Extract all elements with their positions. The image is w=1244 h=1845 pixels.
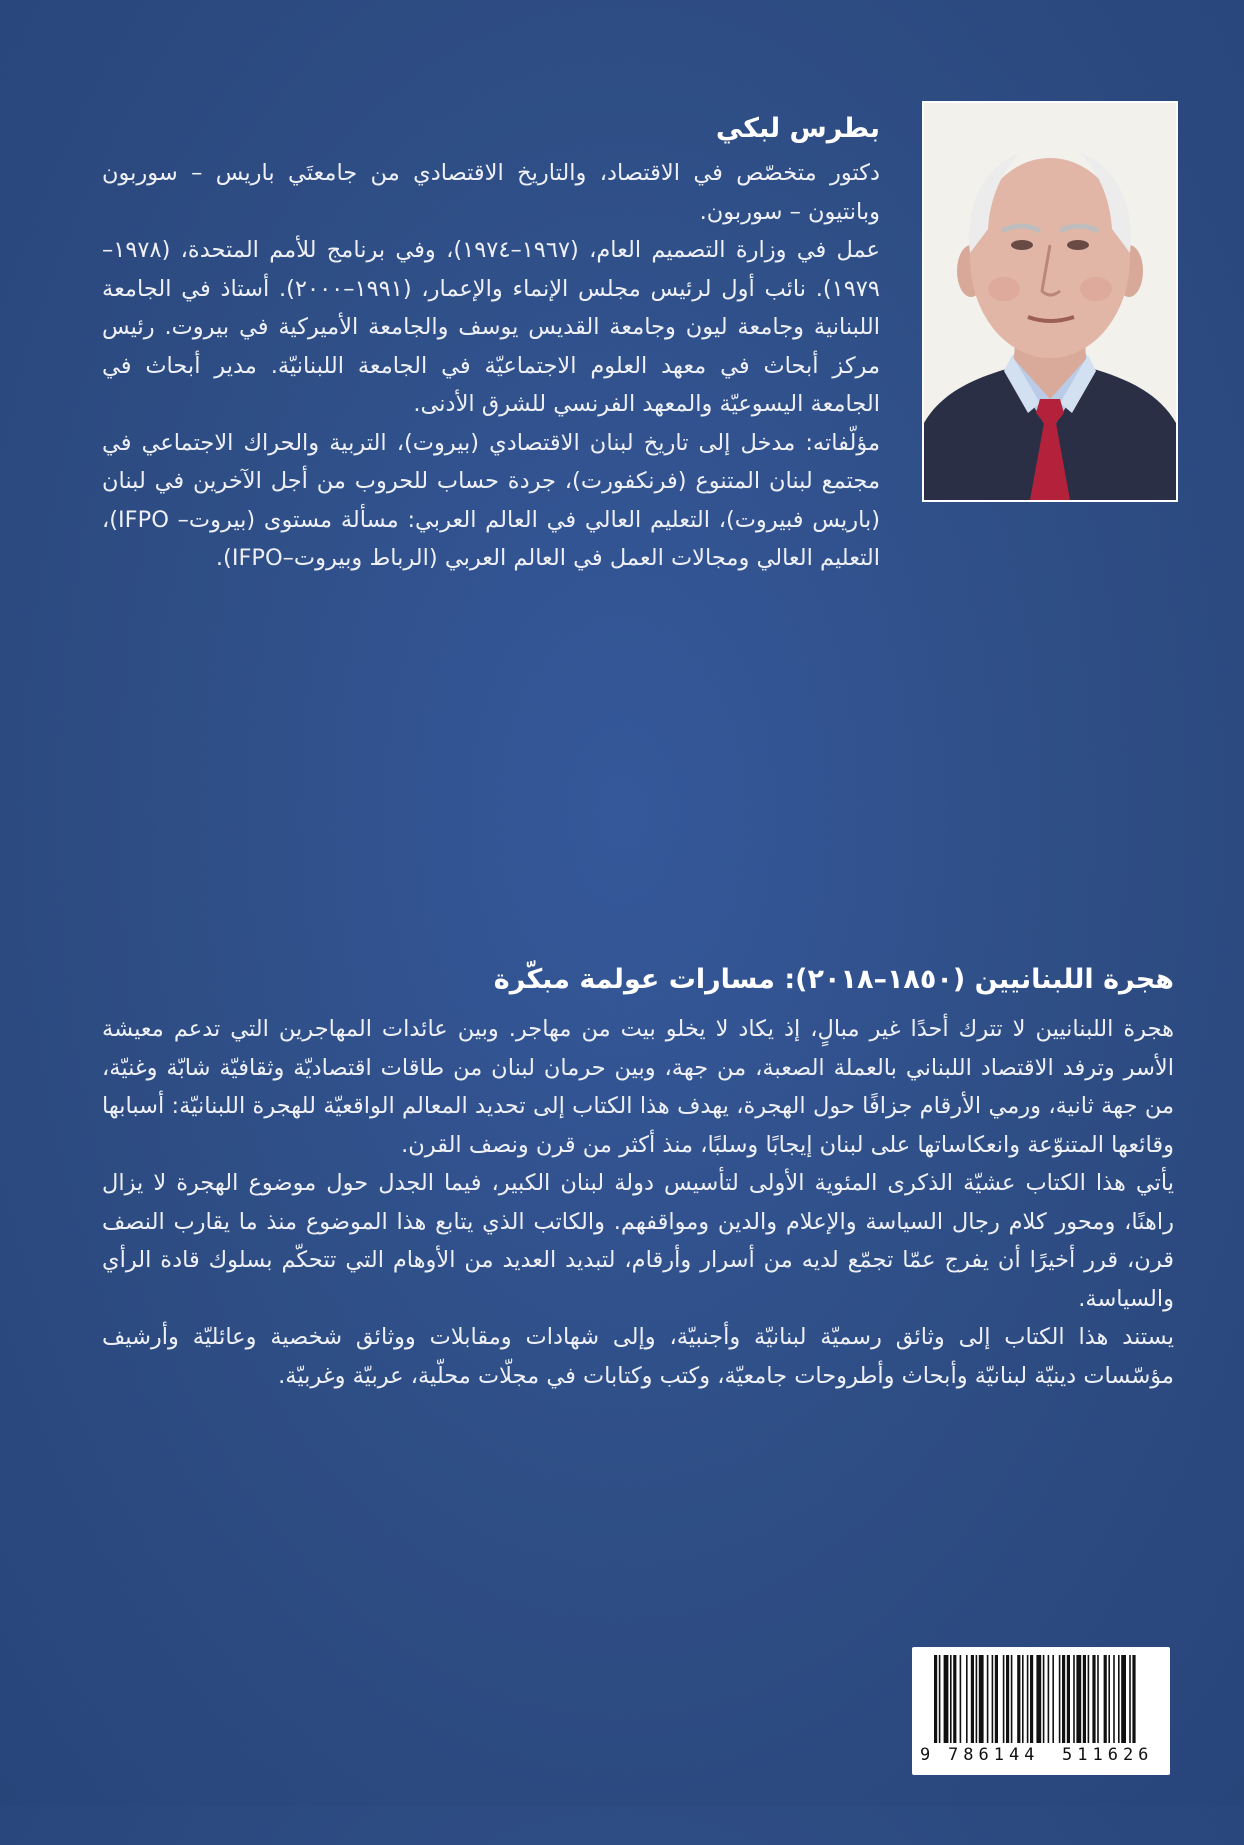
- book-title: هجرة اللبنانيين (١٨٥٠–٢٠١٨): مسارات عولمة مبكّرة: [493, 964, 1174, 995]
- barcode-bar: [1076, 1655, 1081, 1743]
- barcode-bar: [1036, 1655, 1041, 1743]
- barcode-bar: [939, 1655, 941, 1743]
- barcode-bar: [1017, 1655, 1020, 1743]
- barcode-bar: [1113, 1655, 1115, 1743]
- book-description: [102, 960, 1174, 1395]
- barcode-bar: [1027, 1655, 1029, 1743]
- book-description-paragraph: يأتي هذا الكتاب عشيّة الذكرى المئوية الأولى لتأسيس دولة لبنان الكبير، فيما الجدل حول موضوع الهجرة لا يزال راهنًا، ومحور كلام رجال السياسة والإعلام والدين ومواقفهم. والكاتب الذي يتابع هذا الموضوع منذ ما يقارب النصف قرن، قرر أخيرًا أن يفرج عمّا تجمّع لديه من أسرار وأرقام، لتبديد العديد من الأوهام التي تتحكّم بسلوك قادة الرأي والسياسة.: [102, 1170, 1174, 1312]
- barcode-bar: [1118, 1655, 1120, 1743]
- barcode-bar: [1003, 1655, 1005, 1743]
- isbn-barcode: [912, 1647, 1170, 1775]
- author-photo: [922, 101, 1178, 502]
- barcode-bar: [976, 1655, 978, 1743]
- barcode-bar: [960, 1655, 962, 1743]
- barcode-bar: [971, 1655, 974, 1743]
- barcode-bar: [950, 1655, 952, 1743]
- barcode-bar: [1022, 1655, 1024, 1743]
- book-description-paragraph: يستند هذا الكتاب إلى وثائق رسميّة لبنانيّة وأجنبيّة، وإلى شهادات ومقابلات ووثائق شخصية وعائليّة وأرشيف مؤسّسات دينيّة لبنانيّة وأبحاث وأطروحات جامعيّة، وكتب وكتابات في مجلّات محلّية، عربيّة وغربيّة.: [102, 1324, 1174, 1389]
- barcode-bar: [1006, 1655, 1009, 1743]
- book-description-paragraph: هجرة اللبنانيين لا تترك أحدًا غير مبالٍ، إذ يكاد لا يخلو بيت من مهاجر. وبين عائدات المهاجرين التي تدعم معيشة الأسر وترفد الاقتصاد اللبناني بالعملة الصعبة، من جهة، وبين حرمان لبنان من طاقات اقتصاديّة وثقافيّة شابّة وغنيّة، من جهة ثانية، ورمي الأرقام جزافًا حول الهجرة، يهدف هذا الكتاب إلى تحديد المعالم الواقعيّة للهجرة اللبنانيّة: أسبابها وقائعها المتنوّعة وانعكاساتها على لبنان إيجابًا وسلبًا، منذ أكثر من قرن ونصف القرن.: [102, 1016, 1174, 1158]
- barcode-bar: [979, 1655, 984, 1743]
- barcode-bar: [1073, 1655, 1075, 1743]
- barcode-bar: [1129, 1655, 1131, 1743]
- barcode-bar: [1108, 1655, 1110, 1743]
- barcode-bar: [1088, 1655, 1090, 1743]
- author-bio-paragraph: عمل في وزارة التصميم العام، (١٩٦٧–١٩٧٤)، وفي برنامج للأمم المتحدة، (١٩٧٨–١٩٧٩). نائب أول لرئيس مجلس الإنماء والإعمار، (١٩٩١–٢٠٠٠). أستاذ في الجامعة اللبنانية وجامعة ليون وجامعة القديس يوسف والجامعة الأميركية في بيروت. رئيس مركز أبحاث في معهد العلوم الاجتماعيّة في الجامعة اللبنانيّة. مدير أبحاث في الجامعة اليسوعيّة والمعهد الفرنسي للشرق الأدنى.: [102, 237, 880, 417]
- barcode-bars: [912, 1647, 1170, 1747]
- barcode-right-digits: 511626: [1062, 1745, 1154, 1765]
- barcode-bar: [1043, 1655, 1045, 1743]
- barcode-bar: [995, 1655, 998, 1743]
- barcode-bar: [1092, 1655, 1095, 1743]
- barcode-digits: [912, 1745, 1170, 1769]
- barcode-bar: [1132, 1655, 1135, 1743]
- barcode-bar: [1052, 1655, 1054, 1743]
- barcode-bar: [1030, 1655, 1033, 1743]
- barcode-bar: [934, 1655, 937, 1743]
- barcode-bar: [992, 1655, 994, 1743]
- barcode-bar: [987, 1655, 989, 1743]
- barcode-bar: [1011, 1655, 1013, 1743]
- author-bio-paragraph: دكتور متخصّص في الاقتصاد، والتاريخ الاقتصادي من جامعتَي باريس – سوربون وبانتيون – سوربون.: [102, 160, 880, 225]
- author-bio-paragraph: مؤلّفاته: مدخل إلى تاريخ لبنان الاقتصادي (بيروت)، التربية والحراك الاجتماعي في مجتمع لبنان المتنوع (فرنكفورت)، جردة حساب للحروب من أجل الآخرين في لبنان (باريس فبيروت)، التعليم العالي في العالم العربي: مسألة مستوى (بيروت– IFPO)، التعليم العالي ومجالات العمل في العالم العربي (الرباط وبيروت–IFPO).: [102, 429, 880, 571]
- barcode-bar: [1104, 1655, 1107, 1743]
- author-bio: [102, 110, 880, 578]
- author-portrait-image: [924, 103, 1176, 500]
- barcode-bar: [1083, 1655, 1086, 1743]
- barcode-bar: [966, 1655, 968, 1743]
- barcode-left-digits: 786144: [948, 1745, 1040, 1765]
- author-name: بطرس لبكي: [715, 113, 880, 144]
- barcode-bar: [1121, 1655, 1126, 1743]
- barcode-bar: [1062, 1655, 1065, 1743]
- barcode-bar: [953, 1655, 956, 1743]
- barcode-bar: [1059, 1655, 1061, 1743]
- barcode-first-digit: 9: [920, 1745, 931, 1765]
- barcode-bar: [1067, 1655, 1070, 1743]
- barcode-bar: [1097, 1655, 1099, 1743]
- barcode-bar: [1048, 1655, 1050, 1743]
- barcode-bar: [944, 1655, 949, 1743]
